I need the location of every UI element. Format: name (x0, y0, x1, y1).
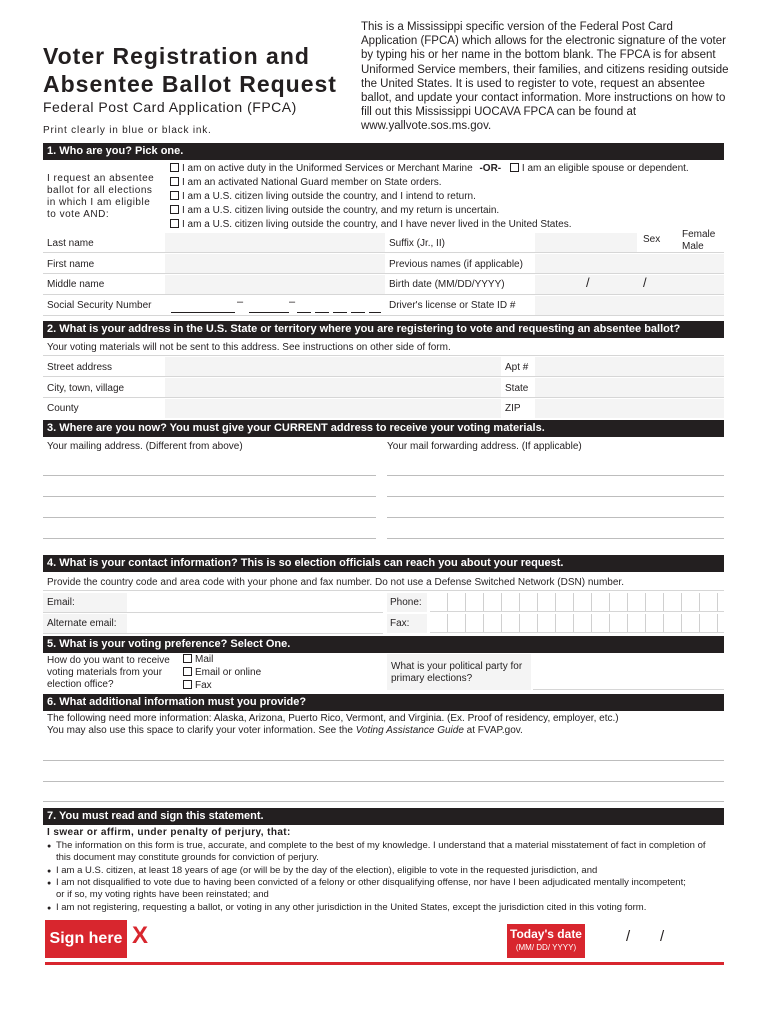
todays-date-label: Today's date (510, 927, 582, 941)
zip-label: ZIP (505, 403, 521, 414)
mailing-address-input[interactable] (43, 454, 376, 540)
voting-preference-question: How do you want to receive voting materials from your election office? (47, 655, 170, 690)
form-subtitle: Federal Post Card Application (FPCA) (43, 99, 297, 115)
zip-input[interactable] (535, 399, 724, 418)
middle-name-input[interactable] (165, 275, 385, 294)
section-5-heading: 5. What is your voting preference? Select One. (43, 636, 724, 653)
state-input[interactable] (535, 378, 724, 397)
oath-bullet-4: ● I am not registering, requesting a ballot, or voting in any other jurisdiction in the United States, except the jurisdiction cited in this voting form. (56, 902, 726, 914)
street-address-label: Street address (47, 362, 113, 373)
sex-label: Sex (643, 234, 661, 245)
first-name-label: First name (47, 259, 95, 270)
oath-bullet-1: ● The information on this form is true, accurate, and complete to the best of my knowledge. I understand that a material misstatement of fact in completion of this document may constitute grounds for conviction of perjury. (56, 840, 706, 864)
first-name-input[interactable] (165, 254, 385, 273)
sex-male-option[interactable]: Male (682, 241, 704, 252)
voter-type-option-2[interactable] (170, 177, 442, 189)
note-suffix: at FVAP.gov. (463, 725, 523, 736)
forwarding-address-input[interactable] (387, 454, 724, 540)
title-line-1: Voter Registration and (43, 43, 310, 69)
apt-input[interactable] (535, 357, 724, 376)
sex-female-option[interactable]: Female (682, 229, 716, 240)
form-title (43, 42, 343, 98)
checkbox[interactable] (510, 163, 519, 172)
fax-input[interactable] (430, 614, 724, 633)
oath-bullet-3: ● I am not disqualified to vote due to having been convicted of a felony or other disqualifying offense, nor have I been adjudicated mentally incompetent; or if so, my voting rights have been reinstated; and (56, 877, 696, 901)
email-label: Email: (47, 597, 75, 608)
suffix-input[interactable] (535, 233, 637, 252)
voting-assistance-guide-title: Voting Assistance Guide (355, 725, 464, 736)
signature-underline (45, 962, 724, 965)
checkbox[interactable] (170, 177, 179, 186)
absentee-request-text: I request an absentee ballot for all elections in which I am eligible to vote AND: (47, 173, 155, 220)
alt-email-label: Alternate email: (47, 618, 117, 629)
forwarding-address-label: Your mail forwarding address. (If applicable) (387, 441, 582, 452)
section-6-note-1: The following need more information: Alaska, Arizona, Puerto Rico, Vermont, and Virginia. (Ex. Proof of residency, employer, etc.) (47, 713, 619, 724)
ssn-dash-2: – (289, 296, 296, 308)
sign-x-mark: X (132, 922, 149, 949)
street-address-input[interactable] (165, 357, 501, 376)
option-label: Mail (195, 654, 214, 665)
party-question: What is your political party for primary elections? (391, 661, 523, 684)
option-label: I am on active duty in the Uniformed Services or Merchant Marine (182, 163, 473, 174)
section-2-note: Your voting materials will not be sent to this address. See instructions on other side of form. (47, 342, 451, 353)
city-label: City, town, village (47, 383, 125, 394)
apt-label: Apt # (505, 362, 529, 373)
ssn-dash-1: – (237, 296, 244, 308)
drivers-license-input[interactable] (535, 296, 724, 315)
section-2-heading: 2. What is your address in the U.S. State or territory where you are registering to vote and requesting an absentee ballot? (43, 321, 724, 338)
option-label: Email or online (195, 667, 262, 678)
intro-text: This is a Mississippi specific version of the Federal Post Card Application (FPCA) which allows for the electronic signature of the voter by typing his or her name in the bottom blank. The FPCA is for absent Uniformed Service members, their families, and citizens residing outside the United States. It is used to register to vote, request an absentee ballot, and update your contact information. More instructions on how to fill out this Mississippi UOCAVA FPCA can be found at www.yallvote.sos.ms.gov. (361, 21, 729, 133)
drivers-license-label: Driver's license or State ID # (389, 300, 516, 311)
birth-date-label: Birth date (MM/DD/YYYY) (389, 279, 505, 290)
checkbox[interactable] (170, 219, 179, 228)
birth-date-slash-1: / (586, 275, 590, 290)
state-label: State (505, 383, 529, 394)
checkbox[interactable] (183, 667, 192, 676)
checkbox[interactable] (170, 163, 179, 172)
ssn-input[interactable] (171, 296, 381, 313)
county-label: County (47, 403, 79, 414)
oath-bullet-2: ● I am a U.S. citizen, at least 18 years of age (or will be by the day of the election), eligible to vote in the requested jurisdiction, and (56, 865, 716, 877)
last-name-input[interactable] (165, 233, 385, 252)
section-6-heading: 6. What additional information must you provide? (43, 694, 724, 711)
date-slash-2: / (660, 928, 665, 945)
or-text: -OR- (479, 163, 502, 174)
birth-date-input[interactable] (535, 275, 724, 294)
preference-email[interactable] (183, 667, 261, 679)
county-input[interactable] (165, 399, 501, 418)
preference-mail[interactable] (183, 654, 213, 666)
voter-type-option-3[interactable] (170, 191, 476, 203)
ssn-label: Social Security Number (47, 300, 152, 311)
section-3-heading: 3. Where are you now? You must give your CURRENT address to receive your voting materials. (43, 420, 724, 437)
todays-date-input[interactable] (590, 920, 724, 958)
title-line-2: Absentee Ballot Request (43, 71, 337, 97)
section-7-heading: 7. You must read and sign this statement. (43, 808, 724, 825)
option-label: I am a U.S. citizen living outside the country, and I intend to return. (182, 191, 476, 202)
signature-input[interactable] (160, 920, 500, 958)
option-label: I am a U.S. citizen living outside the country, and my return is uncertain. (182, 205, 500, 216)
mailing-address-label: Your mailing address. (Different from above) (47, 441, 243, 452)
birth-date-slash-2: / (643, 275, 647, 290)
phone-label: Phone: (390, 597, 422, 608)
voter-type-option-1[interactable] (170, 163, 689, 175)
checkbox[interactable] (170, 191, 179, 200)
section-4-heading: 4. What is your contact information? This is so election officials can reach you about your request. (43, 555, 724, 572)
previous-names-label: Previous names (if applicable) (389, 259, 523, 270)
spouse-option-label: I am an eligible spouse or dependent. (521, 163, 689, 174)
voter-type-option-4[interactable] (170, 205, 499, 217)
city-input[interactable] (165, 378, 501, 397)
section-4-note: Provide the country code and area code with your phone and fax number. Do not use a Defense Switched Network (DSN) number. (47, 577, 624, 588)
middle-name-label: Middle name (47, 279, 105, 290)
option-label: I am a U.S. citizen living outside the country, and I have never lived in the United States. (182, 219, 572, 230)
additional-info-input[interactable] (43, 740, 724, 802)
party-input[interactable] (533, 654, 724, 690)
checkbox[interactable] (170, 205, 179, 214)
section-1-heading: 1. Who are you? Pick one. (43, 143, 724, 160)
previous-names-input[interactable] (535, 254, 724, 273)
section-6-note-2 (47, 725, 523, 736)
suffix-label: Suffix (Jr., II) (389, 238, 445, 249)
note-prefix: You may also use this space to clarify your voter information. See the (47, 725, 356, 736)
swear-statement: I swear or affirm, under penalty of perjury, that: (47, 827, 291, 838)
sign-here-label: Sign here (45, 920, 127, 958)
option-label: Fax (195, 680, 212, 691)
option-label: I am an activated National Guard member on State orders. (182, 177, 442, 188)
date-format-hint: (MM/ DD/ YYYY) (515, 943, 577, 952)
preference-fax[interactable] (183, 680, 212, 692)
last-name-label: Last name (47, 238, 94, 249)
fax-label: Fax: (390, 618, 410, 629)
checkbox[interactable] (183, 680, 192, 689)
date-slash-1: / (626, 928, 631, 945)
voter-type-option-5[interactable] (170, 219, 571, 231)
checkbox[interactable] (183, 654, 192, 663)
print-note: Print clearly in blue or black ink. (43, 125, 212, 136)
alt-email-input[interactable] (129, 614, 383, 633)
todays-date-badge (507, 924, 585, 958)
email-input[interactable] (129, 593, 383, 612)
phone-input[interactable] (430, 593, 724, 612)
